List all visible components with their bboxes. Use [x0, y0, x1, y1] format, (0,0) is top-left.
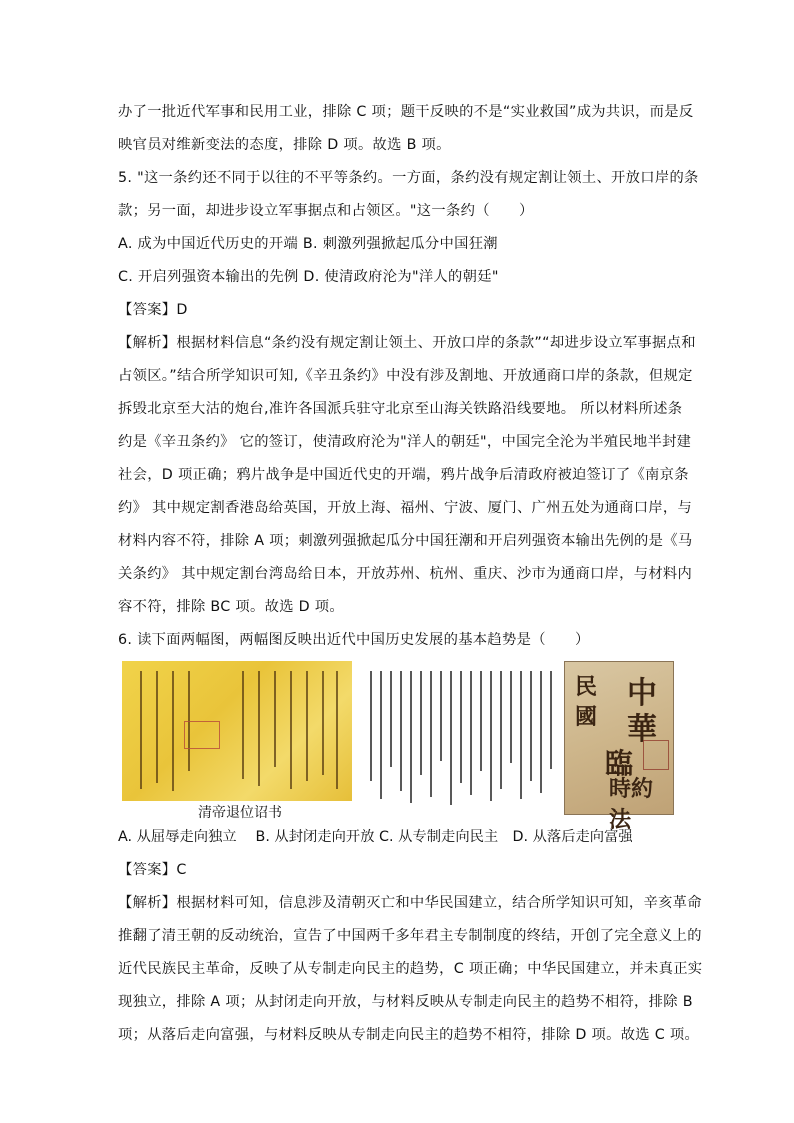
analysis-line: 推翻了清王朝的反动统治，宣告了中国两千多年君主专制制度的终结，开创了完全意义上的 — [118, 928, 702, 944]
text-line: 办了一批近代军事和民用工业，排除 C 项；题干反映的不是“实业救国”成为共识，而是反 — [118, 104, 694, 120]
seal-stamp — [643, 740, 669, 770]
analysis-line: 拆毁北京至大沽的炮台,准许各国派兵驻守北京至山海关铁路沿线要地。 所以材料所述条 — [118, 401, 683, 417]
analysis-line: 【解析】根据材料可知，信息涉及清朝灭亡和中华民国建立，结合所学知识可知，辛亥革命 — [118, 895, 702, 911]
analysis-line: 项；从落后走向富强，与材料反映从专制走向民主的趋势不相符，排除 D 项。故选 C 项。 — [118, 1027, 700, 1043]
text-line: 映官员对维新变法的态度，排除 D 项。故选 B 项。 — [118, 137, 451, 153]
document-page — [118, 96, 703, 1052]
analysis-line: 占领区。”结合所学知识可知,《辛丑条约》中没有涉及割地、开放通商口岸的条款，但规定 — [118, 368, 693, 384]
question-6-options: A. 从屈辱走向独立 B. 从封闭走向开放 C. 从专制走向民主 D. 从落后走向富强 — [118, 829, 633, 845]
abdication-edict-image — [122, 661, 352, 801]
question-5-stem: 5. "这一条约还不同于以往的不平等条约。一方面，条约没有规定割让领土、开放口岸的条 — [118, 170, 699, 186]
analysis-line: 现独立，排除 A 项；从封闭走向开放，与材料反映从专制走向民主的趋势不相符，排除 B — [118, 994, 693, 1010]
question-6-figures — [118, 661, 678, 833]
question-5-options: C. 开启列强资本输出的先例 D. 使清政府沦为"洋人的朝廷" — [118, 269, 499, 285]
provisional-constitution-cover-image: 中 華 民 國 臨 時約法 — [564, 661, 674, 815]
analysis-line: 关条约》 其中规定割台湾岛给日本，开放苏州、杭州、重庆、沙市为通商口岸，与材料内 — [118, 566, 693, 582]
answer-label: 【答案】C — [118, 862, 187, 878]
analysis-line: 容不符，排除 BC 项。故选 D 项。 — [118, 599, 344, 615]
question-5-stem: 款；另一面，却进步设立军事据点和占领区。"这一条约（ ） — [118, 203, 534, 219]
analysis-line: 近代民族民主革命，反映了从专制走向民主的趋势，C 项正确；中华民国建立，并未真正实 — [118, 961, 703, 977]
analysis-line: 社会，D 项正确；鸦片战争是中国近代史的开端，鸦片战争后清政府被迫签订了《南京条 — [118, 467, 689, 483]
figure-caption: 清帝退位诏书 — [198, 805, 282, 821]
question-6-stem: 6. 读下面两幅图，两幅图反映出近代中国历史发展的基本趋势是（ ） — [118, 632, 590, 648]
analysis-line: 约》 其中规定割香港岛给英国，开放上海、福州、宁波、厦门、广州五处为通商口岸，与 — [118, 500, 693, 516]
analysis-line: 约是《辛丑条约》 它的签订，使清政府沦为"洋人的朝廷"，中国完全沦为半殖民地半封建 — [118, 434, 692, 450]
analysis-line: 材料内容不符，排除 A 项；刺激列强掀起瓜分中国狂潮和开启列强资本输出先例的是《马 — [118, 533, 693, 549]
analysis-line: 【解析】根据材料信息“条约没有规定割让领土、开放口岸的条款”“却进步设立军事据点和 — [118, 335, 696, 351]
document-text-image — [362, 661, 558, 813]
seal-stamp — [184, 721, 220, 749]
question-5-options: A. 成为中国近代历史的开端 B. 刺激列强掀起瓜分中国狂潮 — [118, 236, 498, 252]
answer-label: 【答案】D — [118, 302, 188, 318]
